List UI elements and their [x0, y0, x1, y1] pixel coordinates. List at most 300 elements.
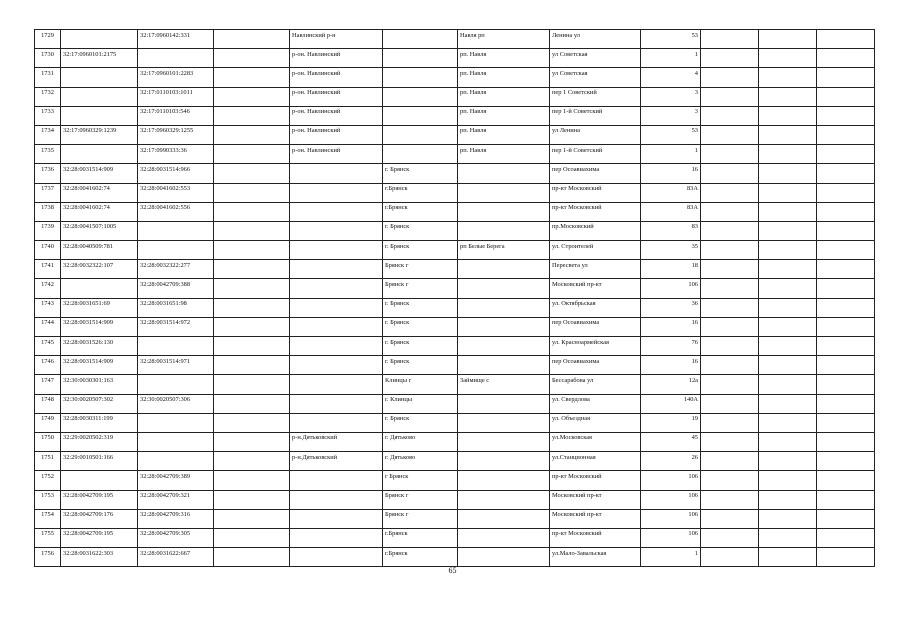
cell-empty-column — [214, 356, 290, 375]
cell-row-number: 1754 — [35, 509, 61, 528]
cell-city: г. Брянск — [383, 413, 458, 432]
cell-district: р-он. Навлинский — [290, 125, 383, 144]
cell-row-number: 1750 — [35, 432, 61, 451]
cell-cadastral-number-2: 32:28:0042709:316 — [138, 509, 214, 528]
cell-settlement — [458, 490, 550, 509]
table-row — [35, 337, 875, 356]
cell-street: Бессарабова ул — [550, 375, 641, 394]
table-row — [35, 490, 875, 509]
cell-row-number: 1732 — [35, 87, 61, 106]
table-row — [35, 279, 875, 298]
table-row — [35, 471, 875, 490]
cell-cadastral-number — [61, 68, 138, 87]
cell-cadastral-number-2: 32:17:0990333:36 — [138, 145, 214, 164]
cell-house-number: 83 — [641, 221, 701, 240]
cell-city: г. Брянск — [383, 164, 458, 183]
cell-extra-column-3 — [817, 145, 875, 164]
table-row — [35, 548, 875, 567]
cell-cadastral-number-2 — [138, 337, 214, 356]
cell-house-number: 16 — [641, 317, 701, 336]
cell-extra-column-2 — [759, 356, 817, 375]
cell-cadastral-number: 32:30:0020507:302 — [61, 394, 138, 413]
cell-extra-column-2 — [759, 528, 817, 547]
cell-city: г.Брянск — [383, 548, 458, 567]
cell-extra-column-1 — [701, 279, 759, 298]
cell-cadastral-number: 32:28:0040509:781 — [61, 241, 138, 260]
cell-cadastral-number-2: 32:28:0031514:972 — [138, 317, 214, 336]
cell-district — [290, 279, 383, 298]
cell-cadastral-number-2 — [138, 413, 214, 432]
cell-city: Брянск г — [383, 279, 458, 298]
cell-house-number: 18 — [641, 260, 701, 279]
cell-extra-column-3 — [817, 394, 875, 413]
table-row — [35, 298, 875, 317]
cell-row-number: 1741 — [35, 260, 61, 279]
cell-settlement: рп. Навля — [458, 125, 550, 144]
cell-extra-column-2 — [759, 241, 817, 260]
table-row — [35, 30, 875, 49]
table-row — [35, 145, 875, 164]
cell-extra-column-1 — [701, 106, 759, 125]
cell-city: г. Клинцы — [383, 394, 458, 413]
cell-extra-column-2 — [759, 164, 817, 183]
cell-row-number: 1745 — [35, 337, 61, 356]
cell-extra-column-2 — [759, 279, 817, 298]
cell-settlement — [458, 202, 550, 221]
cell-house-number: 1 — [641, 548, 701, 567]
cell-extra-column-1 — [701, 164, 759, 183]
cell-settlement — [458, 317, 550, 336]
cell-row-number: 1755 — [35, 528, 61, 547]
cell-city — [383, 87, 458, 106]
cell-city — [383, 30, 458, 49]
table-row — [35, 202, 875, 221]
cell-cadastral-number-2 — [138, 221, 214, 240]
cell-extra-column-1 — [701, 337, 759, 356]
cell-extra-column-1 — [701, 471, 759, 490]
cell-extra-column-3 — [817, 183, 875, 202]
cell-extra-column-2 — [759, 490, 817, 509]
cell-cadastral-number: 32:29:0020502:319 — [61, 432, 138, 451]
cell-extra-column-3 — [817, 125, 875, 144]
cell-house-number: 83А — [641, 183, 701, 202]
cell-city — [383, 49, 458, 68]
cell-city: г. Брянск — [383, 337, 458, 356]
cell-row-number: 1749 — [35, 413, 61, 432]
cell-street: ул. Свердлова — [550, 394, 641, 413]
cell-extra-column-3 — [817, 528, 875, 547]
table-row — [35, 509, 875, 528]
cell-settlement — [458, 298, 550, 317]
table-body — [35, 30, 875, 567]
cell-row-number: 1739 — [35, 221, 61, 240]
cell-settlement: рп Белые Берега — [458, 241, 550, 260]
cell-settlement: Займище с — [458, 375, 550, 394]
cell-settlement — [458, 394, 550, 413]
cell-empty-column — [214, 106, 290, 125]
cell-row-number: 1753 — [35, 490, 61, 509]
cell-settlement — [458, 471, 550, 490]
table-row — [35, 164, 875, 183]
cell-city: Брянск г — [383, 260, 458, 279]
cell-cadastral-number — [61, 87, 138, 106]
cell-cadastral-number-2 — [138, 241, 214, 260]
cell-street: ул Советская — [550, 68, 641, 87]
table-row — [35, 106, 875, 125]
cell-extra-column-3 — [817, 68, 875, 87]
cell-street: пер 1 Советский — [550, 87, 641, 106]
cell-extra-column-3 — [817, 106, 875, 125]
cell-district: р-н.Дятьковский — [290, 452, 383, 471]
cell-cadastral-number: 32:28:0031526:130 — [61, 337, 138, 356]
cell-extra-column-1 — [701, 241, 759, 260]
cell-street: ул.Станционная — [550, 452, 641, 471]
cell-city: г. Дятьково — [383, 432, 458, 451]
cell-cadastral-number: 32:28:0032322:107 — [61, 260, 138, 279]
cell-extra-column-3 — [817, 87, 875, 106]
cell-district — [290, 528, 383, 547]
cell-district — [290, 202, 383, 221]
cell-row-number: 1751 — [35, 452, 61, 471]
cell-extra-column-3 — [817, 452, 875, 471]
cell-extra-column-2 — [759, 125, 817, 144]
cell-street: Московский пр-кт — [550, 490, 641, 509]
cell-extra-column-3 — [817, 490, 875, 509]
cell-cadastral-number — [61, 30, 138, 49]
cell-row-number: 1737 — [35, 183, 61, 202]
table-row — [35, 241, 875, 260]
cell-street: пер Осоавиахима — [550, 356, 641, 375]
register-table — [34, 29, 875, 567]
cell-house-number: 26 — [641, 452, 701, 471]
cell-cadastral-number-2: 32:28:0042709:388 — [138, 279, 214, 298]
cell-settlement — [458, 183, 550, 202]
cell-house-number: 106 — [641, 279, 701, 298]
cell-cadastral-number: 32:28:0031514:909 — [61, 317, 138, 336]
cell-empty-column — [214, 375, 290, 394]
cell-district — [290, 356, 383, 375]
cell-settlement — [458, 413, 550, 432]
cell-empty-column — [214, 298, 290, 317]
cell-cadastral-number-2 — [138, 375, 214, 394]
cell-district: р-он. Навлинский — [290, 49, 383, 68]
cell-row-number: 1752 — [35, 471, 61, 490]
cell-empty-column — [214, 202, 290, 221]
cell-cadastral-number-2: 32:28:0042709:321 — [138, 490, 214, 509]
cell-district: р-он. Навлинский — [290, 106, 383, 125]
cell-row-number: 1731 — [35, 68, 61, 87]
cell-district — [290, 298, 383, 317]
cell-cadastral-number: 32:28:0042709:176 — [61, 509, 138, 528]
cell-extra-column-2 — [759, 87, 817, 106]
cell-city: г. Брянск — [383, 221, 458, 240]
cell-row-number: 1730 — [35, 49, 61, 68]
cell-empty-column — [214, 125, 290, 144]
cell-district — [290, 490, 383, 509]
table-row — [35, 356, 875, 375]
table-row — [35, 413, 875, 432]
table-row — [35, 183, 875, 202]
cell-row-number: 1735 — [35, 145, 61, 164]
cell-empty-column — [214, 432, 290, 451]
cell-row-number: 1740 — [35, 241, 61, 260]
cell-empty-column — [214, 413, 290, 432]
cell-settlement — [458, 164, 550, 183]
cell-extra-column-1 — [701, 509, 759, 528]
cell-row-number: 1746 — [35, 356, 61, 375]
cell-cadastral-number: 32:17:0960329:1239 — [61, 125, 138, 144]
cell-settlement — [458, 528, 550, 547]
cell-empty-column — [214, 183, 290, 202]
table-row — [35, 260, 875, 279]
cell-extra-column-3 — [817, 375, 875, 394]
cell-district — [290, 337, 383, 356]
cell-extra-column-2 — [759, 337, 817, 356]
table-row — [35, 452, 875, 471]
cell-street: ул.Мало-Завальская — [550, 548, 641, 567]
cell-city: г. Брянск — [383, 356, 458, 375]
cell-cadastral-number-2: 32:28:0042709:305 — [138, 528, 214, 547]
cell-extra-column-1 — [701, 413, 759, 432]
cell-city — [383, 106, 458, 125]
cell-cadastral-number-2: 32:28:0031622:667 — [138, 548, 214, 567]
cell-city — [383, 145, 458, 164]
cell-city: г. Брянск — [383, 241, 458, 260]
cell-district — [290, 221, 383, 240]
cell-cadastral-number-2 — [138, 49, 214, 68]
cell-house-number: 53 — [641, 125, 701, 144]
cell-empty-column — [214, 87, 290, 106]
cell-empty-column — [214, 241, 290, 260]
cell-cadastral-number: 32:28:0041602:74 — [61, 202, 138, 221]
cell-street: ул. Октябрьская — [550, 298, 641, 317]
cell-cadastral-number: 32:28:0031514:909 — [61, 164, 138, 183]
cell-district — [290, 241, 383, 260]
cell-extra-column-1 — [701, 221, 759, 240]
cell-city — [383, 68, 458, 87]
page-number: 65 — [448, 566, 457, 575]
cell-street: ул. Строителей — [550, 241, 641, 260]
cell-empty-column — [214, 509, 290, 528]
cell-district — [290, 548, 383, 567]
cell-cadastral-number: 32:28:0042709:195 — [61, 490, 138, 509]
cell-empty-column — [214, 49, 290, 68]
cell-house-number: 76 — [641, 337, 701, 356]
cell-empty-column — [214, 145, 290, 164]
cell-cadastral-number-2 — [138, 432, 214, 451]
cell-house-number: 83А — [641, 202, 701, 221]
cell-extra-column-1 — [701, 68, 759, 87]
cell-district: р-он. Навлинский — [290, 145, 383, 164]
cell-extra-column-3 — [817, 30, 875, 49]
cell-cadastral-number-2: 32:17:0960142:331 — [138, 30, 214, 49]
cell-district — [290, 413, 383, 432]
cell-extra-column-3 — [817, 548, 875, 567]
cell-city: г. Брянск — [383, 317, 458, 336]
cell-city: г.Брянск — [383, 183, 458, 202]
cell-extra-column-1 — [701, 183, 759, 202]
cell-house-number: 36 — [641, 298, 701, 317]
cell-street: пр-кт Московский — [550, 471, 641, 490]
cell-house-number: 16 — [641, 356, 701, 375]
cell-cadastral-number-2: 32:28:0031514:966 — [138, 164, 214, 183]
cell-extra-column-1 — [701, 394, 759, 413]
cell-cadastral-number-2: 32:17:0960101:2283 — [138, 68, 214, 87]
cell-city: Брянск г — [383, 490, 458, 509]
cell-house-number: 16 — [641, 164, 701, 183]
cell-district — [290, 183, 383, 202]
cell-district — [290, 260, 383, 279]
cell-extra-column-3 — [817, 337, 875, 356]
cell-extra-column-1 — [701, 125, 759, 144]
cell-extra-column-2 — [759, 432, 817, 451]
table-row — [35, 528, 875, 547]
cell-district: р-он. Навлинский — [290, 68, 383, 87]
cell-settlement — [458, 337, 550, 356]
cell-settlement — [458, 548, 550, 567]
cell-house-number: 1 — [641, 145, 701, 164]
cell-cadastral-number: 32:28:0031514:909 — [61, 356, 138, 375]
table-row — [35, 394, 875, 413]
cell-city: г Брянск — [383, 471, 458, 490]
cell-settlement — [458, 432, 550, 451]
table-row — [35, 221, 875, 240]
cell-street: пр-кт Московский — [550, 202, 641, 221]
cell-empty-column — [214, 452, 290, 471]
cell-district — [290, 394, 383, 413]
cell-city: Клинцы г — [383, 375, 458, 394]
cell-extra-column-2 — [759, 260, 817, 279]
cell-extra-column-1 — [701, 452, 759, 471]
cell-house-number: 53 — [641, 30, 701, 49]
cell-cadastral-number-2: 32:17:0110103:546 — [138, 106, 214, 125]
table-row — [35, 87, 875, 106]
cell-settlement — [458, 356, 550, 375]
cell-cadastral-number-2: 32:28:0031514:971 — [138, 356, 214, 375]
cell-extra-column-2 — [759, 452, 817, 471]
cell-empty-column — [214, 490, 290, 509]
cell-district — [290, 317, 383, 336]
cell-settlement — [458, 452, 550, 471]
cell-street: пр-кт Московский — [550, 183, 641, 202]
cell-street: Пересвета ул — [550, 260, 641, 279]
cell-empty-column — [214, 548, 290, 567]
cell-empty-column — [214, 394, 290, 413]
cell-house-number: 4 — [641, 68, 701, 87]
cell-extra-column-2 — [759, 202, 817, 221]
cell-cadastral-number: 32:17:0960101:2175 — [61, 49, 138, 68]
cell-extra-column-3 — [817, 279, 875, 298]
cell-extra-column-2 — [759, 221, 817, 240]
cell-street: Московский пр-кт — [550, 509, 641, 528]
cell-cadastral-number: 32:28:0041507:1005 — [61, 221, 138, 240]
cell-row-number: 1734 — [35, 125, 61, 144]
cell-cadastral-number-2: 32:28:0041602:556 — [138, 202, 214, 221]
cell-extra-column-2 — [759, 548, 817, 567]
cell-row-number: 1742 — [35, 279, 61, 298]
cell-empty-column — [214, 221, 290, 240]
cell-street: пр-кт Московский — [550, 528, 641, 547]
cell-settlement — [458, 279, 550, 298]
cell-city: Брянск г — [383, 509, 458, 528]
cell-house-number: 19 — [641, 413, 701, 432]
cell-extra-column-3 — [817, 413, 875, 432]
cell-extra-column-2 — [759, 471, 817, 490]
cell-house-number: 106 — [641, 528, 701, 547]
cell-empty-column — [214, 528, 290, 547]
cell-street: ул.Московская — [550, 432, 641, 451]
cell-settlement — [458, 221, 550, 240]
cell-cadastral-number-2: 32:28:0031651:98 — [138, 298, 214, 317]
cell-city: г. Дятьково — [383, 452, 458, 471]
cell-extra-column-3 — [817, 202, 875, 221]
cell-extra-column-1 — [701, 49, 759, 68]
cell-city: г.Брянск — [383, 528, 458, 547]
cell-empty-column — [214, 30, 290, 49]
cell-cadastral-number-2: 32:17:0110103:1011 — [138, 87, 214, 106]
cell-extra-column-1 — [701, 202, 759, 221]
cell-extra-column-2 — [759, 317, 817, 336]
cell-cadastral-number: 32:28:0042709:195 — [61, 528, 138, 547]
cell-street: Ленина ул — [550, 30, 641, 49]
cell-house-number: 45 — [641, 432, 701, 451]
cell-extra-column-3 — [817, 260, 875, 279]
cell-extra-column-3 — [817, 471, 875, 490]
cell-extra-column-3 — [817, 432, 875, 451]
cell-extra-column-3 — [817, 298, 875, 317]
cell-street: Московский пр-кт — [550, 279, 641, 298]
cell-city: г.Брянск — [383, 202, 458, 221]
cell-cadastral-number: 32:28:0030311:199 — [61, 413, 138, 432]
cell-house-number: 106 — [641, 490, 701, 509]
table-row — [35, 375, 875, 394]
cell-settlement — [458, 260, 550, 279]
cell-extra-column-3 — [817, 49, 875, 68]
cell-extra-column-2 — [759, 413, 817, 432]
cell-house-number: 1 — [641, 49, 701, 68]
cell-street: пр.Московский — [550, 221, 641, 240]
cell-empty-column — [214, 68, 290, 87]
cell-settlement: Навля рп — [458, 30, 550, 49]
cell-street: ул Советская — [550, 49, 641, 68]
cell-city: г. Брянск — [383, 298, 458, 317]
cell-house-number: 35 — [641, 241, 701, 260]
cell-row-number: 1736 — [35, 164, 61, 183]
cell-district: р-он. Навлинский — [290, 87, 383, 106]
cell-district: р-н.Дятьковский — [290, 432, 383, 451]
cell-settlement — [458, 509, 550, 528]
cell-cadastral-number — [61, 106, 138, 125]
cell-extra-column-2 — [759, 145, 817, 164]
cell-extra-column-2 — [759, 30, 817, 49]
cell-extra-column-2 — [759, 509, 817, 528]
cell-extra-column-2 — [759, 68, 817, 87]
cell-extra-column-3 — [817, 509, 875, 528]
cell-row-number: 1743 — [35, 298, 61, 317]
cell-row-number: 1733 — [35, 106, 61, 125]
cell-extra-column-3 — [817, 164, 875, 183]
cell-settlement: рп. Навля — [458, 106, 550, 125]
table-row — [35, 68, 875, 87]
cell-extra-column-3 — [817, 317, 875, 336]
cell-row-number: 1748 — [35, 394, 61, 413]
cell-extra-column-1 — [701, 260, 759, 279]
cell-cadastral-number-2: 32:28:0032322:277 — [138, 260, 214, 279]
cell-extra-column-1 — [701, 87, 759, 106]
cell-extra-column-2 — [759, 106, 817, 125]
table-row — [35, 317, 875, 336]
cell-extra-column-1 — [701, 375, 759, 394]
